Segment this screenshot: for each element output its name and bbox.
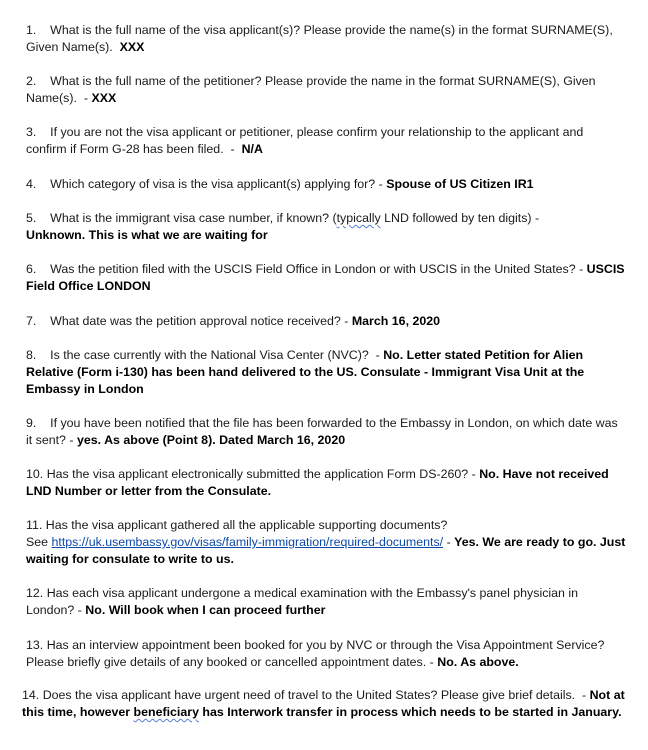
spellcheck-word: typically	[336, 211, 381, 225]
question-14: 14. Does the visa applicant have urgent need of travel to the United States? Please give brief details. - Not at this time, however beneficiary has Interwork transfer in process which needs to be started in January.	[22, 688, 625, 719]
answer-10: No. Have not received LND Number or letter from the Consulate.	[26, 467, 609, 498]
question-7: 7. What date was the petition approval notice received? - March 16, 2020	[26, 314, 441, 328]
answer-5: Unknown. This is what we are waiting for	[26, 228, 268, 242]
answer-6: USCIS Field Office LONDON	[26, 262, 625, 293]
question-6: 6. Was the petition filed with the USCIS Field Office in London or with USCIS in the United States? - USCIS Field Office LONDON	[26, 262, 625, 293]
question-3: 3. If you are not the visa applicant or petitioner, please confirm your relationship to the applicant and confirm if Form G-28 has been filed. - N/A	[26, 125, 584, 156]
question-9: 9. If you have been notified that the file has been forwarded to the Embassy in London, on which date was it sent? - yes. As above (Point 8). Dated March 16, 2020	[26, 416, 618, 447]
question-12-text: Has each visa applicant undergone a medical examination with the Embassy's panel physician in London?	[26, 586, 579, 617]
answer-3: N/A	[241, 142, 263, 156]
answer-8: No. Letter stated Petition for Alien Relative (Form i-130) has been hand delivered to the US. Consulate - Immigrant Visa Unit at the Embassy in London	[26, 348, 585, 396]
answer-9: yes. As above (Point 8). Dated March 16, 2020	[77, 433, 346, 447]
answer-4: Spouse of US Citizen IR1	[386, 177, 534, 191]
question-10-text: Has the visa applicant electronically submitted the application Form DS-260?	[46, 467, 469, 481]
question-4-text: Which category of visa is the visa applicant(s) applying for?	[50, 177, 376, 191]
answer-14: Not at this time, however beneficiary has Interwork transfer in process which needs to be started in January.	[22, 688, 625, 719]
question-13-text: Has an interview appointment been booked for you by NVC or through the Visa Appointment Service? Please briefly give details of any booked or cancelled appointment dates.	[26, 638, 605, 669]
question-1-text: What is the full name of the visa applicant(s)? Please provide the name(s) in the format SURNAME(S), Given Name(s).	[26, 23, 613, 54]
question-7-text: What date was the petition approval notice received?	[50, 314, 341, 328]
answer-11: Yes. We are ready to go. Just waiting for consulate to write to us.	[26, 535, 626, 566]
question-8: 8. Is the case currently with the National Visa Center (NVC)? - No. Letter stated Petition for Alien Relative (Form i-130) has been hand delivered to the US. Consulate - Immigrant Visa Unit at the Embassy in London	[26, 348, 585, 396]
answer-2: XXX	[91, 91, 117, 105]
question-13: 13. Has an interview appointment been booked for you by NVC or through the Visa Appointment Service? Please briefly give details of any booked or cancelled appointment dates. - No. As above.	[26, 638, 605, 669]
question-11-text: Has the visa applicant gathered all the applicable supporting documents?	[45, 518, 448, 532]
question-8-text: Is the case currently with the National Visa Center (NVC)?	[50, 348, 369, 362]
spellcheck-word: beneficiary	[133, 705, 199, 719]
question-10: 10. Has the visa applicant electronically submitted the application Form DS-260? - No. Have not received LND Number or letter from the Consulate.	[26, 467, 609, 498]
question-11: 11. Has the visa applicant gathered all the applicable supporting documents? See https://uk.usembassy.gov/visas/family-immigration/required-documents/ - Yes. We are ready to go. Just waiting for consulate to write to us.	[26, 518, 626, 566]
question-2-text: What is the full name of the petitioner? Please provide the name in the format SURNAME(S), Given Name(s).	[26, 74, 596, 105]
question-5: 5. What is the immigrant visa case number, if known? (typically LND followed by ten digits) - Unknown. This is what we are waiting for	[26, 211, 540, 242]
required-documents-link[interactable]: https://uk.usembassy.gov/visas/family-immigration/required-documents/	[51, 535, 444, 549]
answer-1: XXX	[119, 40, 145, 54]
question-3-text: If you are not the visa applicant or petitioner, please confirm your relationship to the applicant and confirm if Form G-28 has been filed.	[26, 125, 584, 156]
question-2: 2. What is the full name of the petitioner? Please provide the name in the format SURNAME(S), Given Name(s). - XXX	[26, 74, 596, 105]
question-1: 1. What is the full name of the visa applicant(s)? Please provide the name(s) in the format SURNAME(S), Given Name(s). XXX	[26, 23, 613, 54]
question-12: 12. Has each visa applicant undergone a medical examination with the Embassy's panel physician in London? - No. Will book when I can proceed further	[26, 586, 579, 617]
answer-13: No. As above.	[437, 655, 519, 669]
question-4: 4. Which category of visa is the visa applicant(s) applying for? - Spouse of US Citizen IR1	[26, 177, 534, 191]
question-14-text: Does the visa applicant have urgent need of travel to the United States? Please give brief details.	[42, 688, 576, 702]
answer-12: No. Will book when I can proceed further	[85, 603, 326, 617]
question-6-text: Was the petition filed with the USCIS Field Office in London or with USCIS in the United States?	[50, 262, 576, 276]
question-9-text: If you have been notified that the file has been forwarded to the Embassy in London, on which date was it sent?	[26, 416, 618, 447]
answer-7: March 16, 2020	[351, 314, 441, 328]
